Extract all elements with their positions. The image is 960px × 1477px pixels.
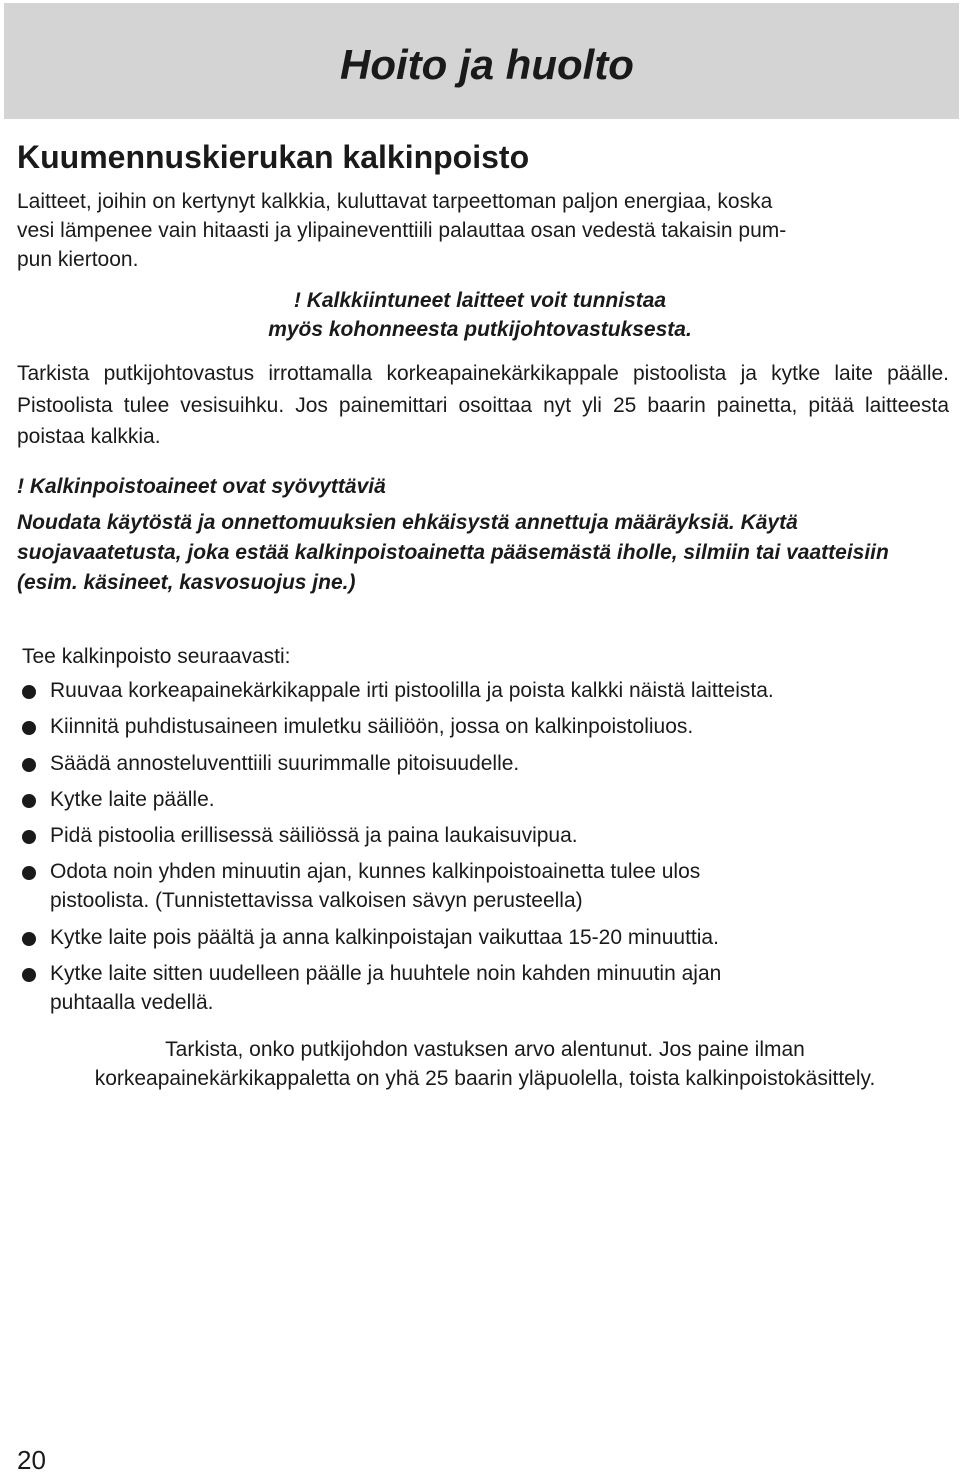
bullet-icon: [22, 866, 36, 880]
procedure-step: [22, 857, 942, 915]
procedure-intro: Tee kalkinpoisto seuraavasti:: [22, 645, 291, 668]
page-title: Hoito ja huolto: [340, 41, 634, 88]
bullet-icon: [22, 758, 36, 772]
procedure-step-text: Kytke laite päälle.: [50, 787, 215, 811]
procedure-step: [22, 712, 942, 741]
procedure-step-text: Odota noin yhden minuutin ajan, kunnes kalkinpoistoainetta tulee ulos pistoolista. (Tunnistettavissa valkoisen sävyn perusteella): [50, 860, 701, 913]
procedure-step-text: Säädä annosteluventtiili suurimmalle pitoisuudelle.: [50, 751, 520, 775]
section-title: Kuumennuskierukan kalkinpoisto: [17, 139, 530, 175]
procedure-step: [22, 749, 942, 778]
procedure-steps: [22, 676, 942, 1024]
warning-calcification: ! Kalkkiintuneet laitteet voit tunnistaa myös kohonneesta putkijohtovastuksesta.: [268, 289, 692, 341]
procedure-step-text: Kytke laite sitten uudelleen päälle ja huuhtele noin kahden minuutin ajan puhtaalla vedellä.: [50, 962, 722, 1015]
bullet-icon: [22, 932, 36, 946]
conclusion-paragraph: Tarkista, onko putkijohdon vastuksen arvo alentunut. Jos paine ilman korkeapainekärkikappaletta on yhä 25 baarin yläpuolella, toista kalkinpoistokäsittely.: [94, 1038, 876, 1090]
procedure-step-text: Ruuvaa korkeapainekärkikappale irti pistoolilla ja poista kalkki näistä laitteista.: [50, 679, 774, 702]
procedure-step-text: Kiinnitä puhdistusaineen imuletku säiliöön, jossa on kalkinpoistoliuos.: [50, 715, 694, 739]
bullet-icon: [22, 794, 36, 808]
page-number: 20: [17, 1445, 46, 1475]
procedure-step: [22, 785, 942, 814]
check-paragraph: Tarkista putkijohtovastus irrottamalla korkeapainekärkikappale pistoolista ja kytke laite päälle. Pistoolista tulee vesisuihku. Jos painemittari osoittaa nyt yli 25 baarin painetta, pitää laitteesta poistaa kalkkia.: [17, 362, 949, 448]
procedure-step: [22, 821, 942, 850]
warning-corrosive: ! Kalkinpoistoaineet ovat syövyttäviä: [17, 475, 386, 498]
bullet-icon: [22, 685, 36, 699]
bullet-icon: [22, 830, 36, 844]
safety-paragraph: Noudata käytöstä ja onnettomuuksien ehkäisystä annettuja määräyksiä. Käytä suojavaatetusta, joka estää kalkinpoistoainetta pääsemästä iholle, silmiin tai vaatteisiin (esim. käsineet, kasvosuojus jne.): [17, 511, 889, 594]
procedure-step: [22, 676, 942, 705]
procedure-step-text: Pidä pistoolia erillisessä säiliössä ja paina laukaisuvipua.: [50, 824, 578, 848]
intro-paragraph: Laitteet, joihin on kertynyt kalkkia, kuluttavat tarpeettoman paljon energiaa, koska vesi lämpenee vain hitaasti ja ylipaineventtiili palauttaa osan vedestä takaisin pum- pun kiertoon.: [17, 190, 787, 271]
procedure-step-text: Kytke laite pois päältä ja anna kalkinpoistajan vaikuttaa 15-20 minuuttia.: [50, 925, 719, 949]
bullet-icon: [22, 968, 36, 982]
procedure-step: [22, 923, 942, 952]
procedure-step: [22, 959, 942, 1017]
bullet-icon: [22, 721, 36, 735]
